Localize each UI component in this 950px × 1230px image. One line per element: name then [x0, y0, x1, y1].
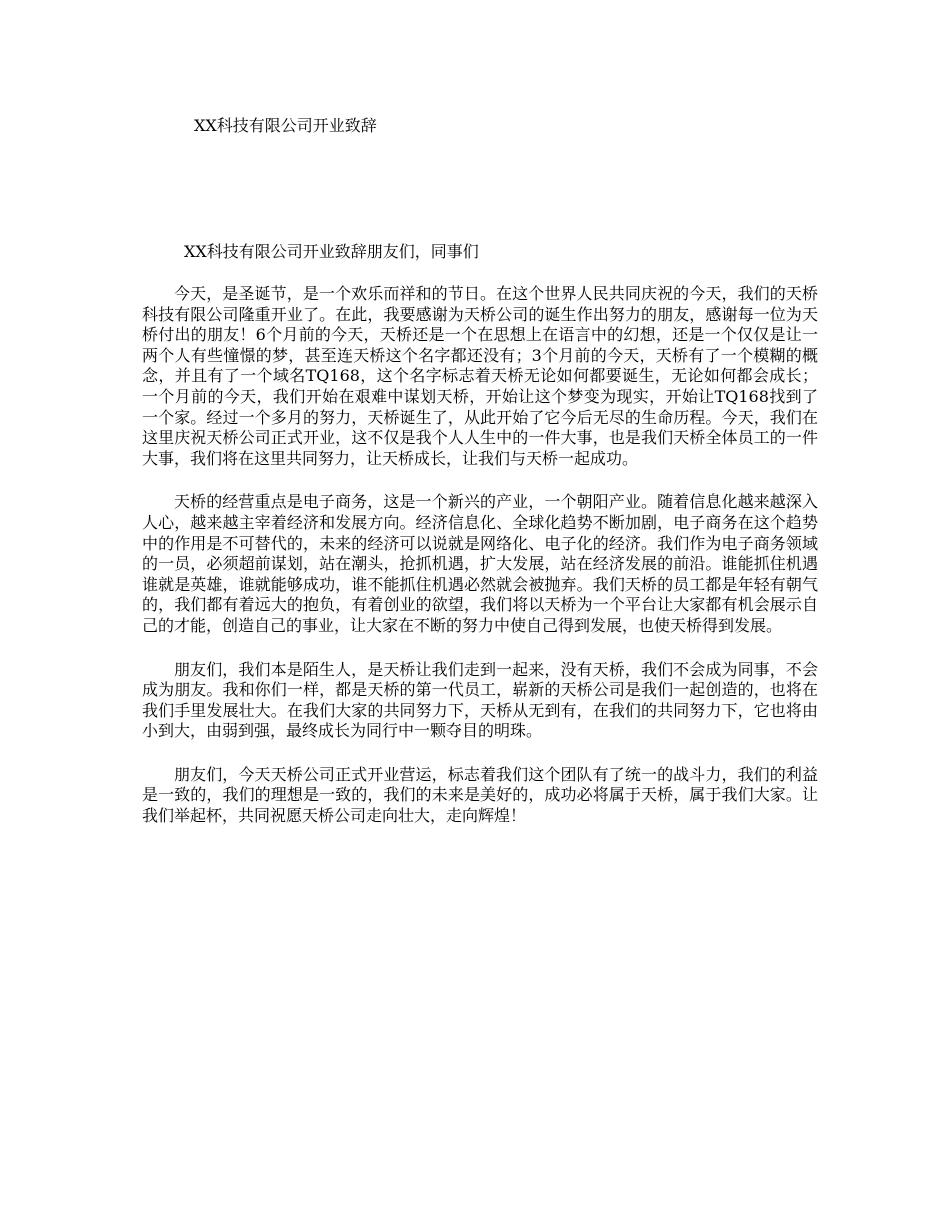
body-paragraph: 朋友们，今天天桥公司正式开业营运，标志着我们这个团队有了统一的战斗力，我们的利益是一致的，我们的理想是一致的，我们的未来是美好的，成功必将属于天桥，属于我们大家。让我们举起杯，共同祝愿天桥公司走向壮大，走向辉煌！	[142, 764, 818, 826]
body-paragraph: 朋友们，我们本是陌生人，是天桥让我们走到一起来，没有天桥，我们不会成为同事，不会成为朋友。我和你们一样，都是天桥的第一代员工，崭新的天桥公司是我们一起创造的，也将在我们手里发展壮大。在我们大家的共同努力下，天桥从无到有，在我们的共同努力下，它也将由小到大，由弱到强，最终成长为同行中一颗夺目的明珠。	[142, 659, 818, 741]
body-paragraph: 天桥的经营重点是电子商务，这是一个新兴的产业，一个朝阳产业。随着信息化越来越深入人心，越来越主宰着经济和发展方向。经济信息化、全球化趋势不断加剧，电子商务在这个趋势中的作用是不可替代的，未来的经济可以说就是网络化、电子化的经济。我们作为电子商务领域的一员，必须超前谋划，站在潮头，抢抓机遇，扩大发展，站在经济发展的前沿。谁能抓住机遇谁就是英雄，谁就能够成功，谁不能抓住机遇必然就会被抛弃。我们天桥的员工都是年轻有朝气的，我们都有着远大的抱负，有着创业的欲望，我们将以天桥为一个平台让大家都有机会展示自己的才能，创造自己的事业，让大家在不断的努力中使自己得到发展，也使天桥得到发展。	[142, 492, 818, 635]
document-title: XX科技有限公司开业致辞	[194, 116, 377, 135]
document-subtitle: XX科技有限公司开业致辞朋友们，同事们	[184, 242, 479, 261]
body-paragraph: 今天，是圣诞节，是一个欢乐而祥和的节日。在这个世界人民共同庆祝的今天，我们的天桥科技有限公司隆重开业了。在此，我要感谢为天桥公司的诞生作出努力的朋友，感谢每一位为天桥付出的朋友！6个月前的今天，天桥还是一个在思想上在语言中的幻想，还是一个仅仅是让一两个人有些憧憬的梦，甚至连天桥这个名字都还没有；3个月前的今天，天桥有了一个模糊的概念，并且有了一个域名TQ168，这个名字标志着天桥无论如何都要诞生，无论如何都会成长；一个月前的今天，我们开始在艰难中谋划天桥，开始让这个梦变为现实，开始让TQ168找到了一个家。经过一个多月的努力，天桥诞生了，从此开始了它今后无尽的生命历程。今天，我们在这里庆祝天桥公司正式开业，这不仅是我个人人生中的一件大事，也是我们天桥全体员工的一件大事，我们将在这里共同努力，让天桥成长，让我们与天桥一起成功。	[142, 284, 818, 468]
document-body	[142, 284, 818, 850]
